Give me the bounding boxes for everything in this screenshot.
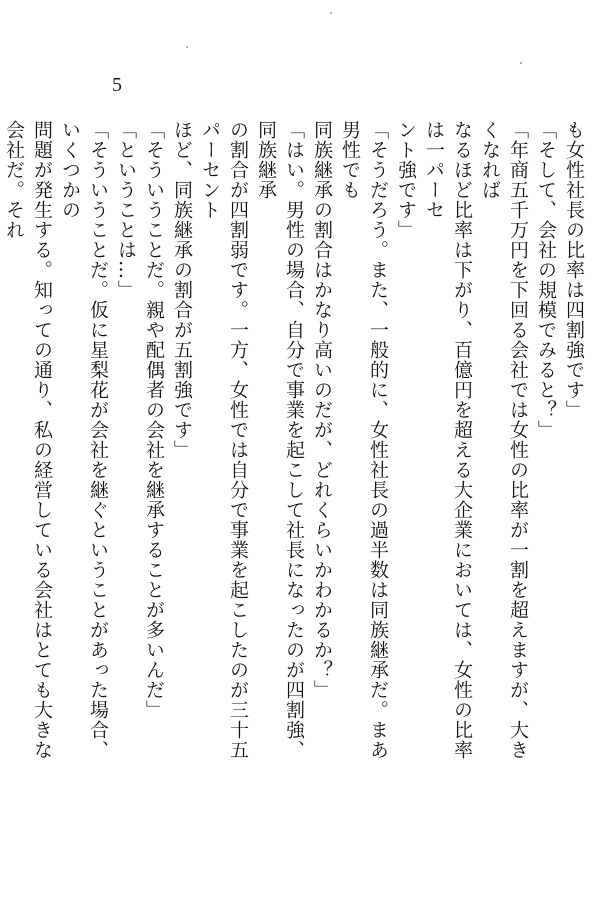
text-line: なるほど比率は下がり、百億円を超える大企業においては、女性の比率は一パーセ <box>423 120 473 760</box>
body-text <box>0 120 588 770</box>
text-line: 同族継承の割合はかなり高いのだが、どれくらいかわかるか？」 <box>311 120 333 700</box>
text-line: 「ということは…」 <box>115 120 137 300</box>
text-line: も女性社長の比率は四割強です」 <box>563 120 585 420</box>
text-line: 「そして、会社の規模でみると？」 <box>535 120 557 440</box>
page-number: 5 <box>112 74 122 96</box>
text-line: ほど、同族継承の割合が五割強です」 <box>171 120 193 460</box>
text-line: ント強です」 <box>395 120 417 240</box>
text-line: 「はい。男性の場合、自分で事業を起こして社長になったのが四割強、同族継承 <box>255 120 305 760</box>
text-line: 「そうだろう。また、一般的に、女性社長の過半数は同族継承だ。まあ男性でも <box>339 120 389 760</box>
text-line: 「そういうことだ。親や配偶者の会社を継承することが多いんだ」 <box>143 120 165 720</box>
text-line: の割合が四割弱です。一方、女性では自分で事業を起こしたのが三十五パーセント <box>199 120 249 760</box>
text-line: 「そういうことだ。仮に星梨花が会社を継ぐということがあった場合、いくつかの <box>59 120 109 760</box>
text-line: 問題が発生する。知っての通り、私の経営している会社はとても大きな会社だ。それ <box>3 120 53 760</box>
text-line: 「年商五千万円を下回る会社では女性の比率が一割を超えますが、大きくなれば <box>479 120 529 760</box>
